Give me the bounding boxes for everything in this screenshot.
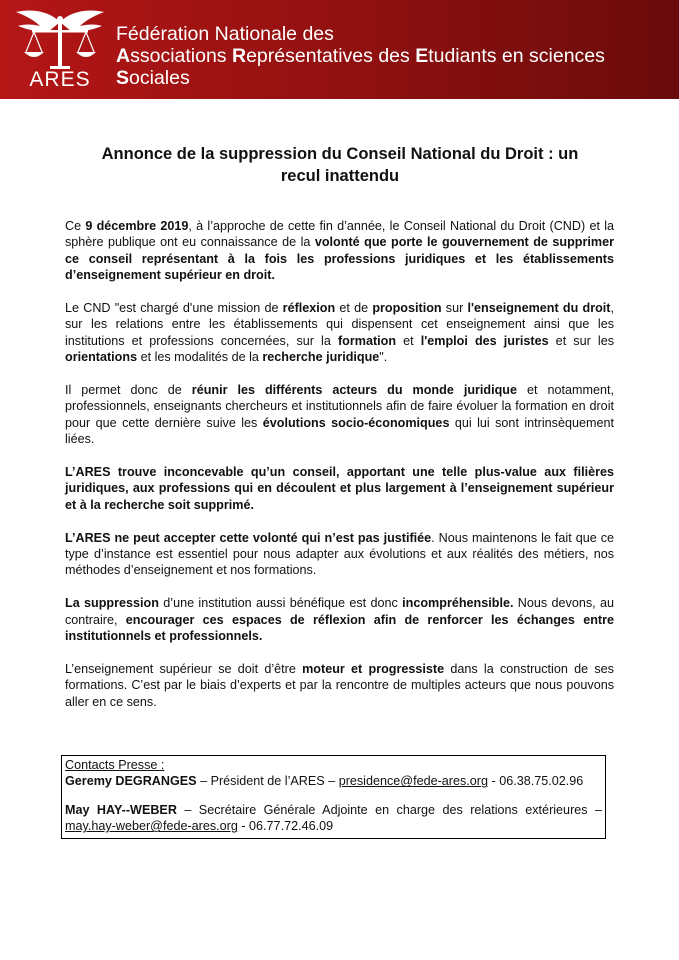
document-title-line1: Annonce de la suppression du Conseil National du Droit : un — [101, 145, 579, 163]
body-paragraph — [65, 464, 614, 513]
paragraph-text: et de — [335, 301, 373, 316]
contact-1-phone: - 06.38.75.02.96 — [488, 774, 584, 789]
emphasized-text: réflexion — [282, 301, 336, 316]
paragraph-text: et les modalités de la — [137, 350, 263, 365]
body-paragraph — [65, 300, 614, 366]
emphasized-text: 9 décembre 2019 — [85, 219, 189, 233]
body-paragraph — [65, 595, 614, 644]
paragraph-text: et notamment, professionnels, enseignants chercheurs et institutionnels afin de faire évoluer la formation en droit pour que cette dernière suive les — [65, 383, 614, 430]
body-paragraph — [65, 530, 614, 579]
emphasized-text: incompréhensible. — [402, 596, 514, 611]
contact-2-details — [65, 818, 602, 834]
emphasized-text: l'emploi des juristes — [420, 333, 549, 348]
organization-name-text: ociales — [129, 67, 190, 89]
paragraph-text: Il permet donc de — [65, 383, 192, 398]
organization-name-text: ssociations — [130, 45, 232, 67]
emphasized-text: L’ARES ne peut accepter cette volonté qui n’est pas justifiée — [65, 530, 432, 545]
paragraph-text: L’enseignement supérieur se doit d’être — [65, 661, 303, 676]
emphasized-text: formation — [337, 333, 397, 348]
body-paragraph — [65, 382, 614, 448]
emphasized-text: moteur et progressiste — [302, 661, 445, 676]
body-paragraph — [65, 661, 614, 710]
emphasized-text: orientations — [65, 350, 138, 365]
contacts-spacer — [65, 790, 602, 802]
contact-2-name: May HAY--WEBER — [65, 802, 177, 817]
organization-initial: A — [116, 45, 131, 67]
emphasized-text: évolutions socio-économiques — [262, 415, 450, 430]
emphasized-text: La suppression — [65, 596, 159, 611]
paragraph-text: d’une institution aussi bénéfique est donc — [158, 596, 403, 611]
header-banner — [0, 0, 679, 99]
contact-1-email-link[interactable]: presidence@fede-ares.org — [338, 774, 488, 789]
emphasized-text: recherche juridique — [262, 350, 380, 365]
organization-name-line2 — [116, 45, 679, 89]
emphasized-text: proposition — [372, 301, 442, 316]
contact-1 — [65, 773, 602, 789]
organization-name — [116, 23, 679, 89]
contact-2-phone: - 06.77.72.46.09 — [237, 819, 334, 834]
logo-text: ARES — [29, 68, 91, 91]
paragraph-text: ". — [379, 350, 388, 365]
paragraph-text: et sur les — [548, 333, 614, 348]
organization-name-text: eprésentatives des — [246, 45, 416, 67]
emphasized-text: L’ARES trouve inconcevable qu’un conseil, apportant une telle plus-value aux filières juridiques, aux professions qui en découlent et plus largement à l’enseignement supérieur et à la recherche soit supprimé. — [65, 465, 614, 512]
contacts-heading: Contacts Presse : — [65, 758, 165, 772]
press-release-body — [65, 218, 614, 726]
organization-initial: R — [231, 45, 247, 67]
paragraph-text: et — [396, 333, 421, 348]
paragraph-text: . Nous maintenons le fait que ce type d’instance est essentiel pour nous adapter aux évolutions et aux réalités des métiers, nos méthodes d’enseignement et nos formations. — [65, 530, 614, 578]
document-title-line2: recul inattendu — [280, 167, 400, 185]
paragraph-text: qui lui sont intrinsèquement liées. — [65, 415, 614, 447]
contact-2-email-link[interactable]: may.hay-weber@fede-ares.org — [65, 819, 238, 834]
organization-name-text: tudiants en sciences — [428, 45, 605, 67]
organization-name-line1: Fédération Nationale des — [116, 23, 334, 45]
paragraph-text: Nous devons, au contraire, — [65, 596, 614, 627]
contact-2-role: – Secrétaire Générale Adjointe en charge des relations extérieures – — [176, 802, 602, 817]
organization-initial: E — [415, 45, 429, 67]
body-paragraph — [65, 218, 614, 284]
press-contacts-box — [61, 755, 606, 839]
paragraph-text: dans la construction de ses formations. C’est par le biais d’experts et par la rencontre de multiples acteurs que nous pouvons aller en ce sens. — [65, 661, 614, 709]
emphasized-text: l'enseignement du droit — [467, 301, 611, 316]
emphasized-text: volonté que porte le gouvernement de supprimer ce conseil représentant à la fois les professions juridiques et les établissements d’enseignement supérieur en droit. — [65, 235, 614, 283]
emphasized-text: réunir les différents acteurs du monde juridique — [191, 383, 517, 398]
contact-1-role: – Président de l’ARES – — [196, 774, 339, 789]
paragraph-text: , sur les relations entre les établissements qui dispensent cet enseignement ainsi que les institutions et professions concernées, sur la — [65, 301, 614, 348]
document-title — [70, 143, 610, 187]
organization-initial: S — [116, 67, 130, 89]
paragraph-text: Ce — [65, 219, 86, 233]
paragraph-text: Le CND "est chargé d'une mission de — [65, 301, 283, 316]
contact-2 — [65, 802, 602, 818]
paragraph-text: sur — [441, 301, 468, 316]
contact-1-name: Geremy DEGRANGES — [65, 774, 197, 789]
emphasized-text: encourager ces espaces de réflexion afin de renforcer les échanges entre institutionnels et professionnels. — [65, 612, 615, 644]
paragraph-text: , à l’approche de cette fin d’année, le Conseil National du Droit (CND) et la sphère publique ont eu connaissance de la — [65, 219, 614, 250]
